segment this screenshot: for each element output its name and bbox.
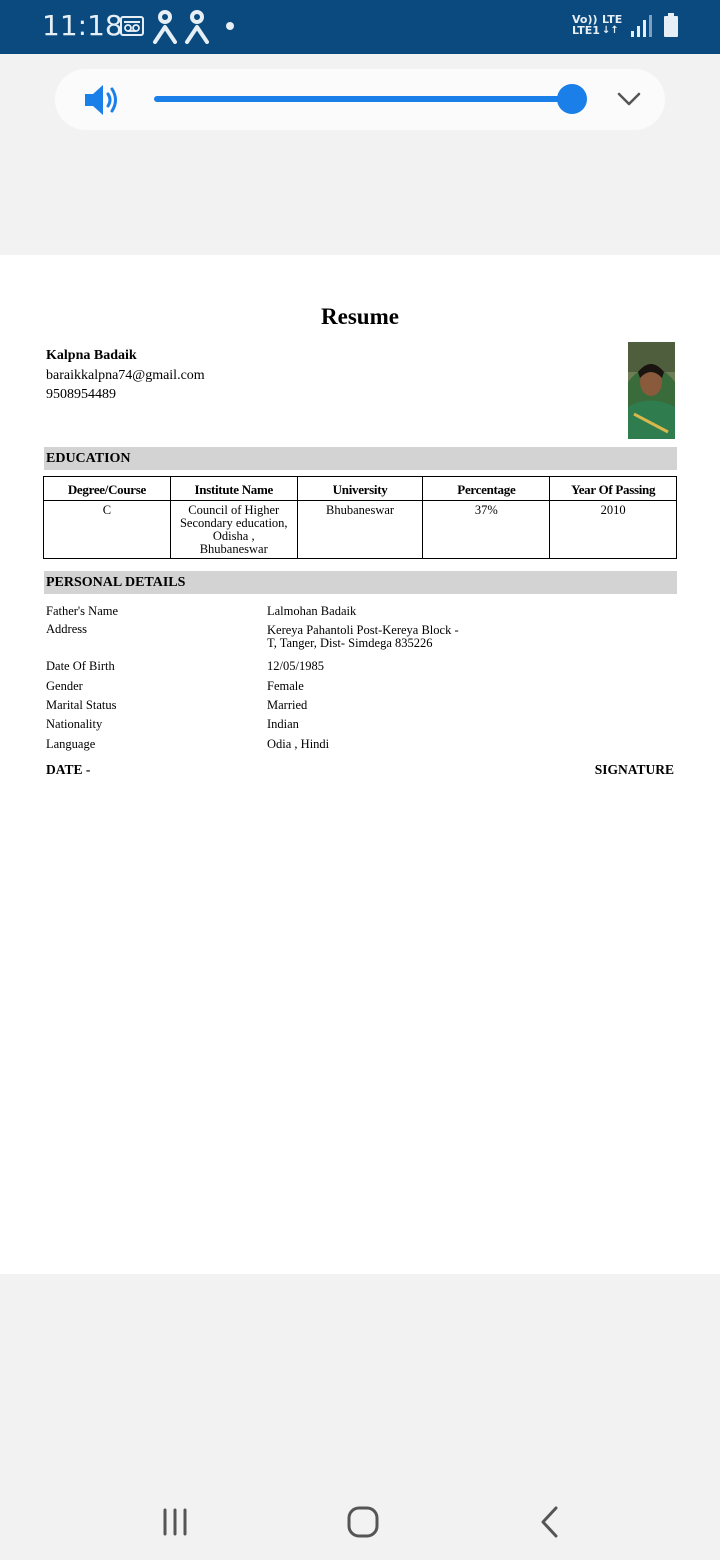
year-cell: 2010 xyxy=(550,501,677,559)
marital-status-value: Married xyxy=(267,698,308,712)
notification-dot-icon xyxy=(226,22,234,30)
dob-value: 12/05/1985 xyxy=(267,659,324,673)
resume-document xyxy=(0,255,720,1274)
lte-indicator: LTE ↓↑ xyxy=(602,13,623,36)
percentage-cell: 37% xyxy=(423,501,550,559)
education-heading: EDUCATION xyxy=(46,451,131,466)
volume-panel xyxy=(0,54,720,255)
table-row xyxy=(44,501,677,559)
signature-label: SIGNATURE xyxy=(594,762,674,777)
column-header: Percentage xyxy=(423,477,550,501)
degree-cell: C xyxy=(44,501,171,559)
back-icon[interactable] xyxy=(530,1502,570,1542)
status-bar xyxy=(0,0,720,54)
navigation-bar xyxy=(0,1480,720,1560)
volte-indicator: Vo)) LTE1 xyxy=(572,13,600,37)
candidate-photo xyxy=(628,342,675,439)
institute-cell: Council of Higher Secondary education, Odisha , Bhubaneswar xyxy=(170,501,297,559)
signal-icon xyxy=(630,14,652,38)
column-header: Degree/Course xyxy=(44,477,171,501)
voicemail-icon xyxy=(120,16,144,36)
recents-icon[interactable] xyxy=(155,1502,195,1542)
chevron-down-icon[interactable] xyxy=(616,89,642,109)
dob-label: Date Of Birth xyxy=(46,659,115,673)
education-heading-bar xyxy=(44,447,677,470)
candidate-phone: 9508954489 xyxy=(46,387,116,402)
column-header: University xyxy=(297,477,423,501)
page-title: Resume xyxy=(321,304,399,329)
university-cell: Bhubaneswar xyxy=(297,501,423,559)
candidate-email: baraikkalpna74@gmail.com xyxy=(46,368,205,383)
volume-pill xyxy=(55,69,665,130)
date-label: DATE - xyxy=(46,762,91,777)
personal-heading-bar xyxy=(44,571,677,594)
address-label: Address xyxy=(46,622,87,636)
battery-icon xyxy=(664,13,678,37)
person-icon xyxy=(152,10,178,44)
column-header: Year Of Passing xyxy=(550,477,677,501)
fathers-name-label: Father's Name xyxy=(46,604,119,618)
fathers-name-value: Lalmohan Badaik xyxy=(267,604,357,618)
gender-label: Gender xyxy=(46,679,83,693)
volume-slider-track[interactable] xyxy=(154,96,572,102)
education-table xyxy=(43,476,677,559)
status-time: 11:18 xyxy=(42,9,123,42)
personal-heading: PERSONAL DETAILS xyxy=(46,575,186,590)
nationality-label: Nationality xyxy=(46,717,103,731)
column-header: Institute Name xyxy=(170,477,297,501)
language-value: Odia , Hindi xyxy=(267,737,330,751)
address-value: Kereya Pahantoli Post-Kereya Block - T, Tanger, Dist- Simdega 835226 xyxy=(267,623,459,650)
speaker-icon[interactable] xyxy=(83,83,121,117)
nationality-value: Indian xyxy=(267,717,299,731)
language-label: Language xyxy=(46,737,96,751)
table-header-row xyxy=(44,477,677,501)
marital-status-label: Marital Status xyxy=(46,698,117,712)
gender-value: Female xyxy=(267,679,304,693)
person-icon xyxy=(184,10,210,44)
home-icon[interactable] xyxy=(343,1502,383,1542)
volume-slider-thumb[interactable] xyxy=(557,84,587,114)
candidate-name: Kalpna Badaik xyxy=(46,348,137,363)
